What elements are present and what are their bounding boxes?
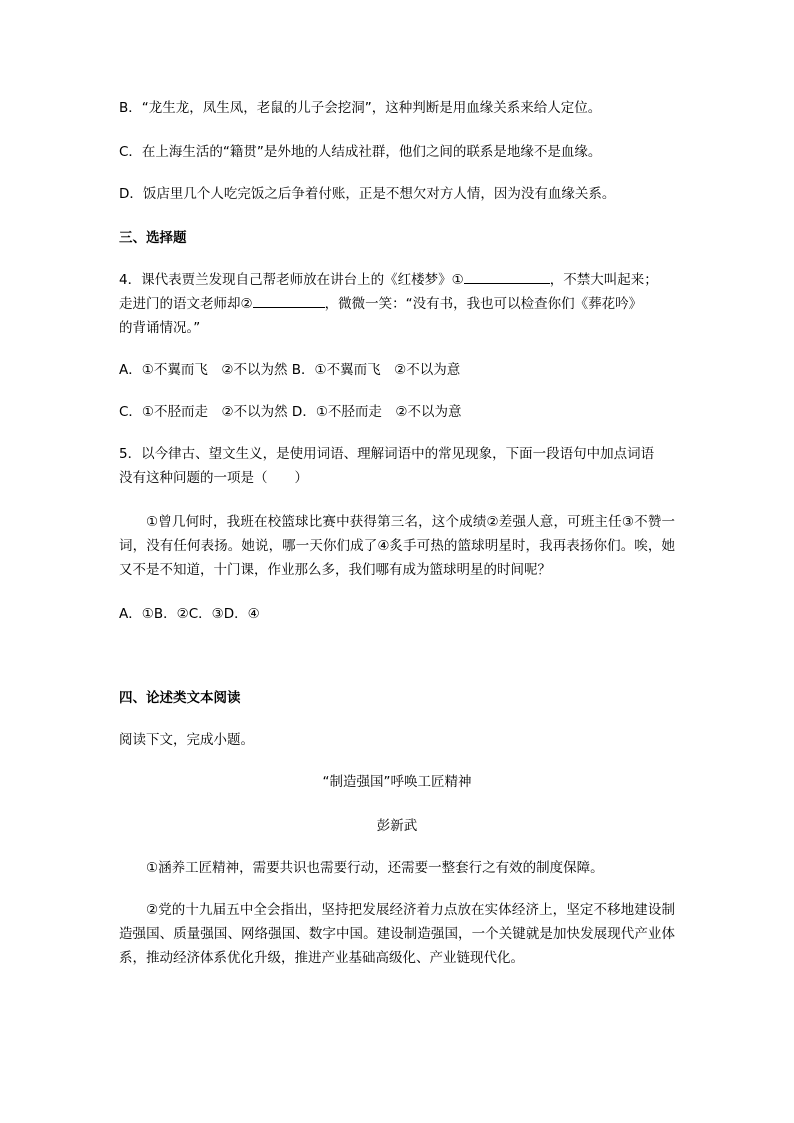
q3-option-b: B．“龙生龙，凤生凤，老鼠的儿子会挖洞”，这种判断是用血缘关系来给人定位。: [119, 100, 602, 116]
q4-stem-part4: ，微微一笑：“没有书，我也可以检查你们《葬花吟》: [324, 296, 643, 312]
q5-stem-line2: 没有这种问题的一项是（ ）: [119, 470, 308, 486]
q4-options-ab: A．①不翼而飞 ②不以为然 B．①不翼而飞 ②不以为意: [119, 362, 461, 378]
q5-passage: ①曾几何时，我班在校篮球比赛中获得第三名，这个成绩②差强人意，可班主任③不赞一词，没有任何表扬。她说，哪一天你们成了④炙手可热的篮球明星时，我再表扬你们。唉，她又不是不知道，十门课，作业那么多，我们哪有成为篮球明星的时间呢？: [119, 514, 675, 578]
q4-stem-line2: [119, 292, 679, 316]
article-title: “制造强国”呼唤工匠精神: [322, 774, 472, 790]
q3-option-c: C．在上海生活的“籍贯”是外地的人结成社群，他们之间的联系是地缘不是血缘。: [119, 144, 602, 160]
q4-stem-part1: 4．课代表贾兰发现自己帮老师放在讲台上的《红楼梦》①: [119, 272, 464, 288]
q4-stem-line3: 的背诵情况。”: [119, 320, 201, 336]
article-paragraph-1: ①涵养工匠精神，需要共识也需要行动，还需要一整套行之有效的制度保障。: [146, 860, 604, 876]
q4-options-cd: C．①不胫而走 ②不以为然 D．①不胫而走 ②不以为意: [119, 404, 462, 420]
q5-options: A．①B．②C．③D．④: [119, 606, 260, 622]
q4-stem-part2: ，不禁大叫起来；: [549, 272, 658, 288]
q4-blank-1: [464, 269, 550, 284]
q4-blank-2: [253, 293, 325, 308]
q3-option-d: D．饭店里几个人吃完饭之后争着付账，正是不想欠对方人情，因为没有血缘关系。: [119, 186, 616, 202]
section3-heading: 三、选择题: [119, 230, 187, 246]
section4-heading: 四、论述类文本阅读: [119, 690, 241, 706]
q5-stem-line1: 5．以今律古、望文生义，是使用词语、理解词语中的常见现象，下面一段语句中加点词语: [119, 446, 655, 462]
article-paragraph-2: ②党的十九届五中全会指出，坚持把发展经济着力点放在实体经济上，坚定不移地建设制造强国、质量强国、网络强国、数字中国。建设制造强国，一个关键就是加快发展现代产业体系，推动经济体系优化升级，推进产业基础高级化、产业链现代化。: [119, 902, 675, 966]
q4-stem-part3: 走进门的语文老师却②: [119, 296, 253, 312]
section4-instruction: 阅读下文，完成小题。: [119, 732, 254, 748]
article-author: 彭新武: [376, 818, 418, 834]
q4-stem-line1: [119, 268, 679, 292]
